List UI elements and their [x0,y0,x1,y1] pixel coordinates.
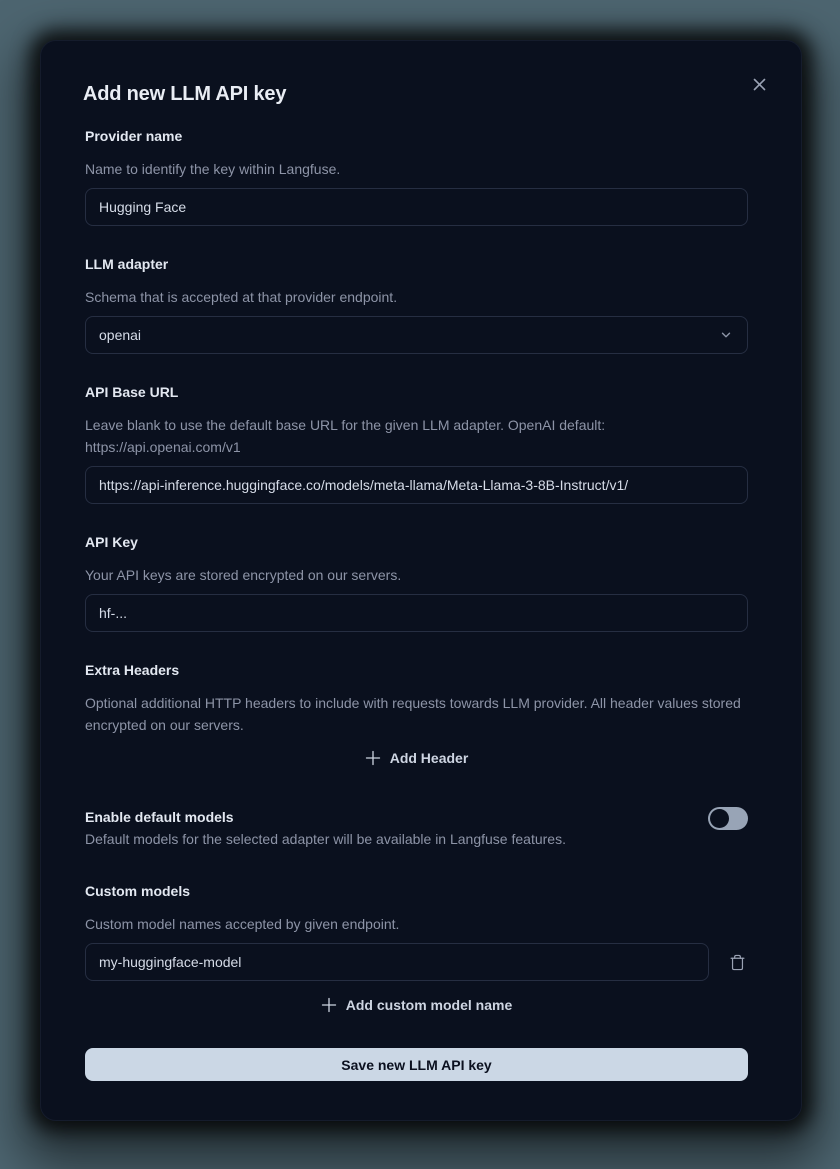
add-llm-api-key-dialog [40,40,802,1121]
add-custom-model-button-label: Add custom model name [345,997,513,1013]
toggle-thumb [710,809,729,828]
enable-default-models-description: Default models for the selected adapter will be available in Langfuse features. [85,831,566,847]
custom-models-label: Custom models [85,883,191,899]
field-api-key [85,532,748,632]
enable-default-models-label: Enable default models [85,809,234,825]
add-custom-model-button[interactable] [321,995,512,1015]
field-provider-name [85,126,748,226]
save-button[interactable]: Save new LLM API key [85,1048,748,1081]
llm-adapter-selected-value: openai [99,327,142,343]
add-header-button[interactable] [365,748,469,768]
chevron-down-icon [719,328,733,342]
provider-name-input[interactable] [85,188,748,226]
enable-default-models-text [85,806,566,850]
api-base-url-description: Leave blank to use the default base URL for the given LLM adapter. OpenAI default: https://api.openai.com/v1 [85,417,606,455]
field-extra-headers [85,660,748,768]
add-header-button-label: Add Header [389,750,469,766]
field-enable-default-models [85,806,748,850]
field-custom-models [85,881,748,1015]
custom-model-row [85,943,748,981]
api-key-description: Your API keys are stored encrypted on our servers. [85,567,402,583]
extra-headers-description: Optional additional HTTP headers to include with requests towards LLM provider. All header values stored encrypted on our servers. [85,695,741,733]
field-llm-adapter [85,254,748,354]
plus-icon [321,997,337,1013]
llm-adapter-label: LLM adapter [85,256,169,272]
llm-adapter-description: Schema that is accepted at that provider endpoint. [85,289,398,305]
api-key-input[interactable] [85,594,748,632]
custom-model-input[interactable] [85,943,709,981]
delete-custom-model-button[interactable] [726,951,748,973]
provider-name-label: Provider name [85,128,183,144]
dialog-header [41,41,801,106]
provider-name-description: Name to identify the key within Langfuse. [85,161,341,177]
close-button[interactable] [747,72,771,96]
llm-api-key-form [41,126,801,1081]
custom-models-description: Custom model names accepted by given endpoint. [85,916,400,932]
api-base-url-input[interactable] [85,466,748,504]
plus-icon [365,750,381,766]
close-icon [752,77,767,92]
llm-adapter-select[interactable] [85,316,748,354]
api-key-label: API Key [85,534,138,550]
api-base-url-label: API Base URL [85,384,179,400]
extra-headers-label: Extra Headers [85,662,180,678]
field-api-base-url [85,382,748,504]
page-title: Add new LLM API key [83,83,287,105]
trash-icon [729,954,746,971]
enable-default-models-toggle[interactable] [708,807,748,830]
